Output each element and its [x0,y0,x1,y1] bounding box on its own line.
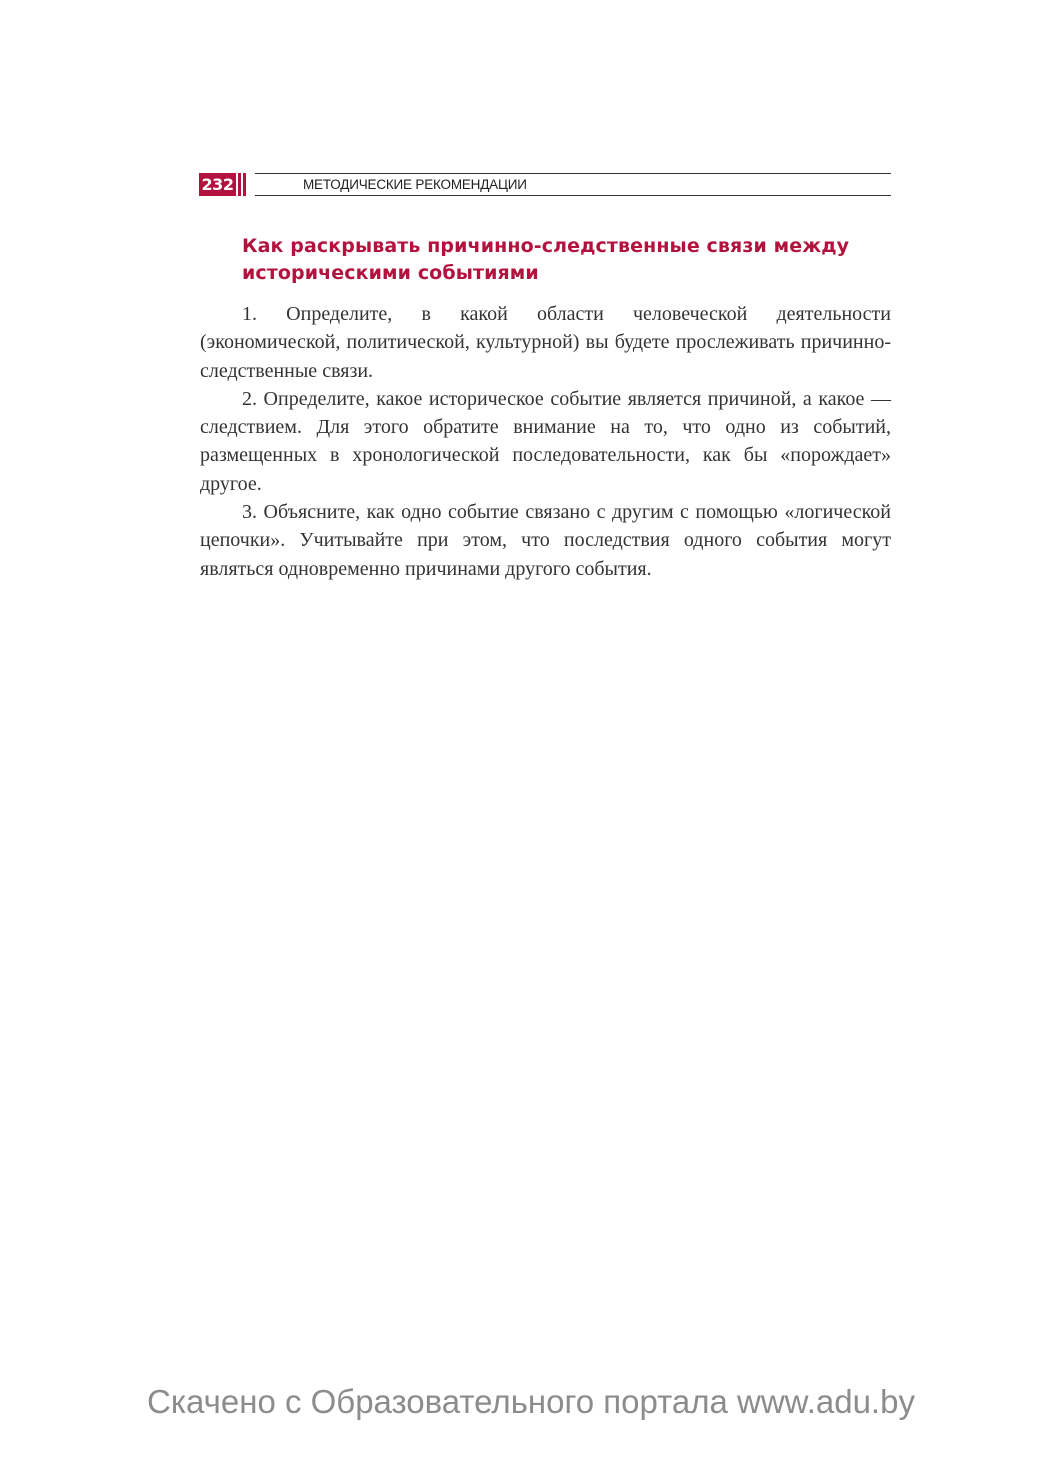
download-watermark: Скачено с Образовательного портала www.adu.by [147,1383,915,1420]
running-header [199,172,891,198]
paragraph-3: 3. Объясните, как одно событие связано с другим с помощью «логической цепочки». Учитывайте при этом, что последствия одного события могут являться одновременно причинами другого события. [200,501,891,580]
header-bar [238,173,241,196]
page-heading [242,233,882,287]
heading-line-1: Как раскрывать причинно-следственные связи между [242,235,850,257]
heading-line-2: историческими событиями [242,262,539,284]
paragraph-2: 2. Определите, какое историческое событие является причиной, а какое — следствием. Для этого обратите внимание на то, что одно из событий, размещенных в хронологической последовательности, как бы «порождает» другое. [200,387,891,495]
header-rule-top [255,173,891,174]
page-number: 232 [199,173,236,196]
header-bar [243,173,246,196]
section-title: МЕТОДИЧЕСКИЕ РЕКОМЕНДАЦИИ [303,177,527,192]
body-text [200,300,891,583]
header-rule-bottom [255,195,891,196]
header-decoration-bars [238,173,246,196]
paragraph-1: 1. Определите, в какой области человеческой деятельности (экономической, политической, культурной) вы будете прослеживать причинно-следственные связи. [200,303,891,382]
